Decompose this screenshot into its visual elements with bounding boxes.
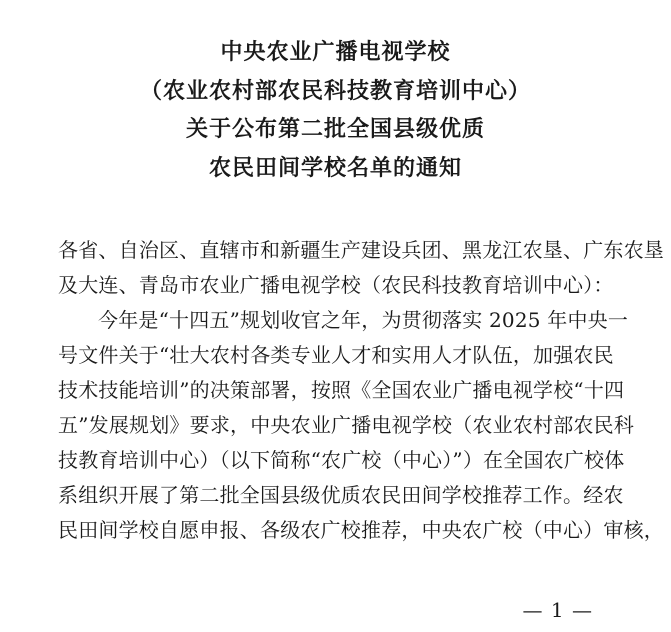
- title-line-subject-cont: 农民田间学校名单的通知: [208, 155, 462, 181]
- addressee-line: 各省、自治区、直辖市和新疆生产建设兵团、黑龙江农垦、广东农垦: [58, 238, 664, 262]
- document-title: [0, 34, 671, 188]
- addressee-line: 及大连、青岛市农业广播电视学校（农民科技教育培训中心）：: [58, 273, 614, 297]
- title-line-center: （农业农村部农民科技教育培训中心）: [139, 78, 531, 104]
- title-line-subject: 关于公布第二批全国县级优质: [185, 117, 485, 142]
- document-body: [58, 233, 664, 548]
- paragraph-line: 五”发展规划》要求，中央农业广播电视学校（农业农村部农民科: [58, 413, 635, 437]
- paragraph-line: 系组织开展了第二批全国县级优质农民田间学校推荐工作。经农: [58, 483, 624, 507]
- paragraph-line: 技术技能培训”的决策部署，按照《全国农业广播电视学校“十四: [58, 378, 625, 402]
- paragraph-line: 技教育培训中心）（以下简称“农广校（中心）”）在全国农广校体: [58, 448, 625, 472]
- paragraph-line: 号文件关于“壮大农村各类专业人才和实用人才队伍，加强农民: [58, 343, 614, 367]
- paragraph-line: 今年是“十四五”规划收官之年，为贯彻落实 2025 年中央一: [98, 308, 629, 332]
- page-number: — 1 —: [522, 598, 593, 622]
- title-line-school: 中央农业广播电视学校: [220, 40, 451, 65]
- paragraph-line: 民田间学校自愿申报、各级农广校推荐，中央农广校（中心）审核，: [58, 518, 664, 542]
